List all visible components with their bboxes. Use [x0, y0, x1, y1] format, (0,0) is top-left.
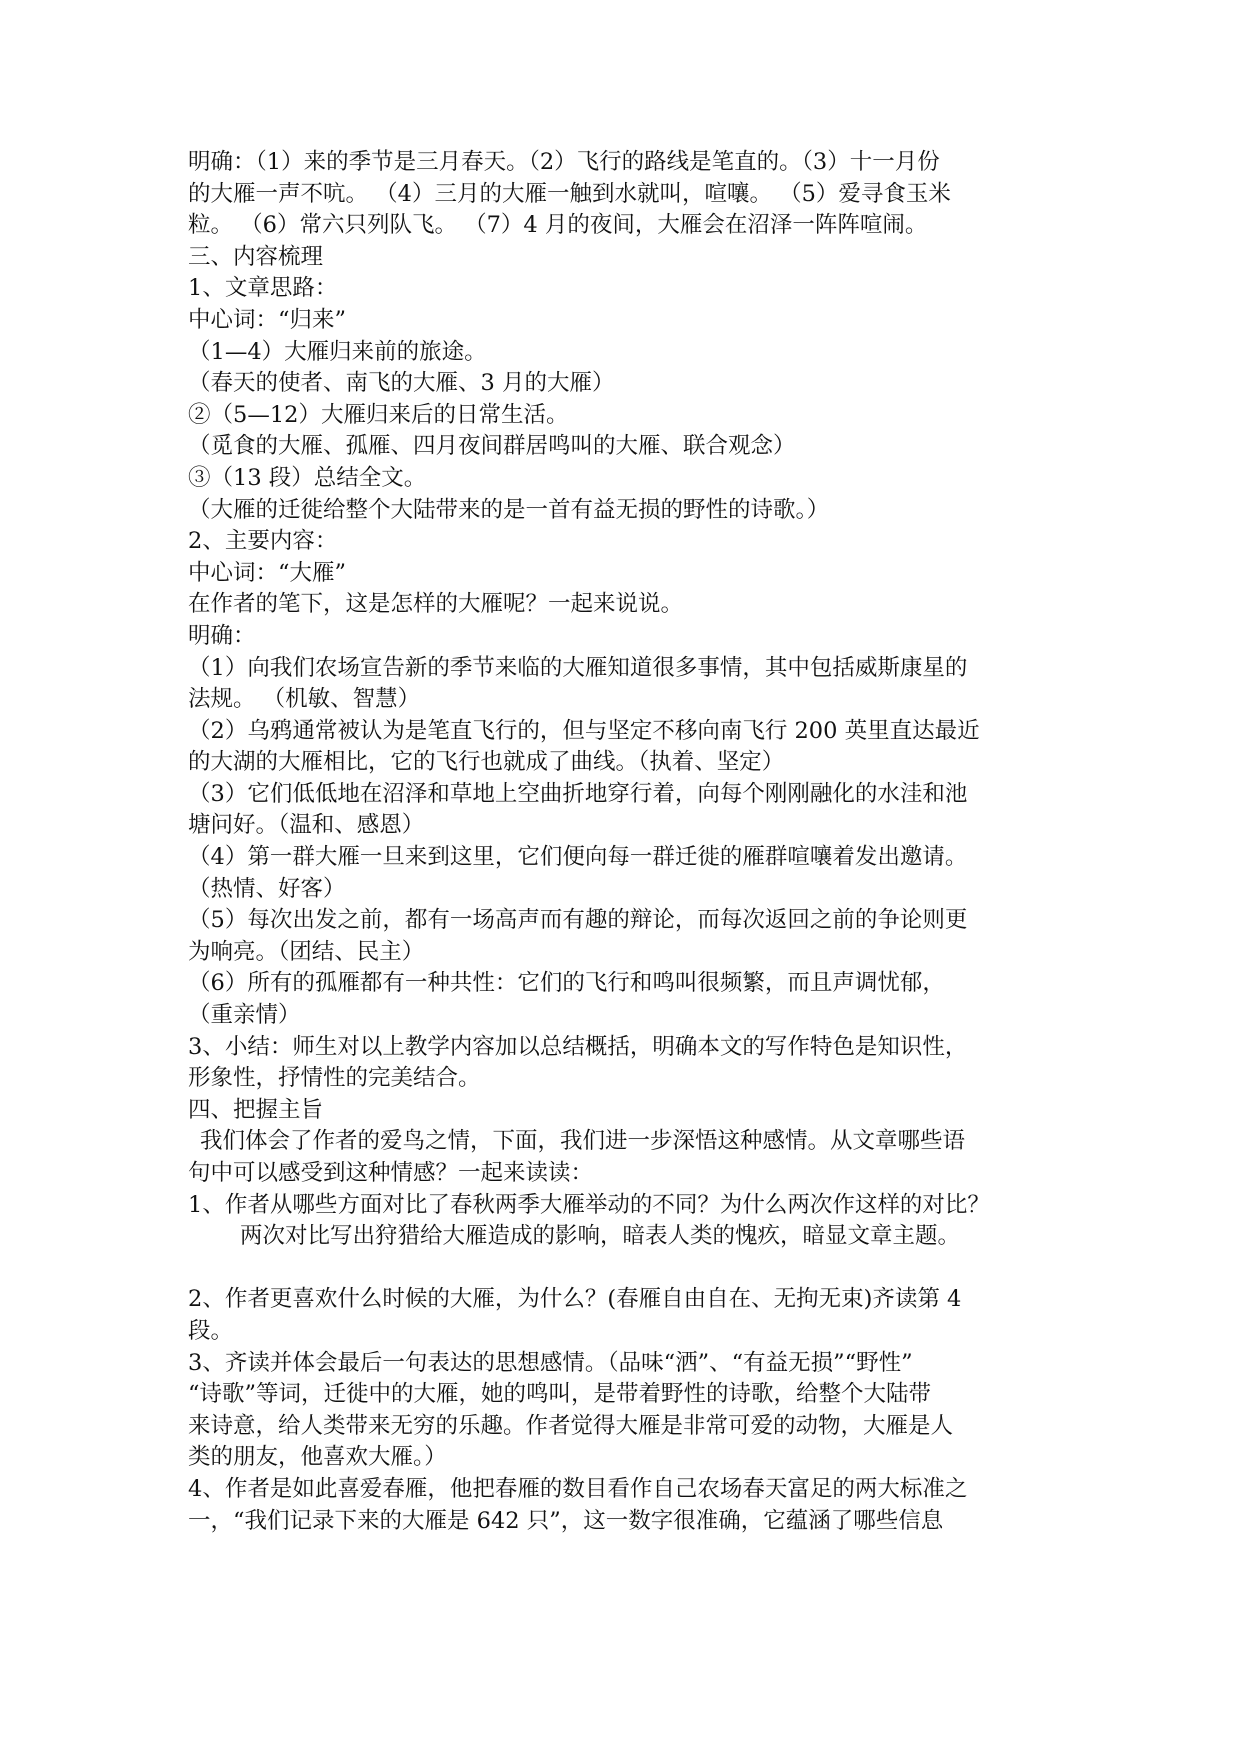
text-line: 法规。 （机敏、智慧）: [188, 686, 421, 713]
text-line: 形象性，抒情性的完美结合。: [188, 1065, 481, 1092]
question-line: 4、作者是如此喜爱春雁，他把春雁的数目看作自己农场春天富足的两大标准之: [188, 1475, 968, 1502]
text-line: 我们体会了作者的爱鸟之情，下面，我们进一步深悟这种感情。从文章哪些语: [200, 1128, 966, 1155]
answer-line: 两次对比写出狩猎给大雁造成的影响，暗表人类的愧疚，暗显文章主题。: [240, 1223, 961, 1250]
section-heading: 三、内容梳理: [188, 243, 324, 270]
question-line: 3、齐读并体会最后一句表达的思想感情。（品味“洒”、“有益无损”“野性”: [188, 1349, 913, 1376]
text-line: “诗歌”等词，迁徙中的大雁，她的鸣叫，是带着野性的诗歌，给整个大陆带: [188, 1381, 932, 1408]
text-line: 句中可以感受到这种情感？一起来读读：: [188, 1160, 594, 1186]
text-line: 明确：: [188, 622, 256, 649]
text-line: 段。: [188, 1317, 234, 1344]
text-line: ③（13 段）总结全文。: [188, 464, 427, 491]
text-line: 来诗意，给人类带来无穷的乐趣。作者觉得大雁是非常可爱的动物，大雁是人: [188, 1412, 954, 1439]
text-line: （5）每次出发之前，都有一场高声而有趣的辩论，而每次返回之前的争论则更: [188, 907, 968, 934]
text-line: （2）乌鸦通常被认为是笔直飞行的，但与坚定不移向南飞行 200 英里直达最近: [188, 717, 980, 744]
question-line: 1、作者从哪些方面对比了春秋两季大雁举动的不同？为什么两次作这样的对比？: [188, 1191, 990, 1218]
text-line: （6）所有的孤雁都有一种共性：它们的飞行和鸣叫很频繁，而且声调忧郁，: [188, 970, 945, 997]
text-line: （1）向我们农场宣告新的季节来临的大雁知道很多事情，其中包括威斯康星的: [188, 654, 968, 681]
text-line: （4）第一群大雁一旦来到这里，它们便向每一群迁徙的雁群喧嚷着发出邀请。: [188, 844, 968, 871]
text-line: 中心词：“归来”: [188, 306, 347, 333]
text-line: 一，“我们记录下来的大雁是 642 只”，这一数字很准确，它蕴涵了哪些信息: [188, 1507, 944, 1534]
text-line: （3）它们低低地在沼泽和草地上空曲折地穿行着，向每个刚刚融化的水洼和池: [188, 780, 968, 807]
text-line: （重亲情）: [188, 1002, 301, 1029]
blank-line: [188, 1253, 1068, 1285]
text-line: （觅食的大雁、孤雁、四月夜间群居鸣叫的大雁、联合观念）: [188, 433, 796, 460]
subsection-heading: 2、主要内容：: [188, 528, 338, 555]
text-line: 塘问好。（温和、感恩）: [188, 812, 425, 839]
text-line: （热情、好客）: [188, 875, 346, 902]
subsection-heading: 3、小结：师生对以上教学内容加以总结概括，明确本文的写作特色是知识性，: [188, 1033, 968, 1060]
text-line: 的大雁一声不吭。 （4）三月的大雁一触到水就叫，喧嚷。 （5）爱寻食玉米: [188, 180, 951, 207]
section-heading: 四、把握主旨: [188, 1096, 324, 1123]
text-line: （春天的使者、南飞的大雁、3 月的大雁）: [188, 370, 615, 397]
text-line: ②（5—12）大雁归来后的日常生活。: [188, 401, 569, 428]
document-page: [188, 147, 1068, 1537]
text-line: 为响亮。（团结、民主）: [188, 938, 425, 965]
text-line: 中心词：“大雁”: [188, 559, 347, 586]
text-line: （大雁的迁徙给整个大陆带来的是一首有益无损的野性的诗歌。）: [188, 496, 830, 523]
text-line: 的大湖的大雁相比，它的飞行也就成了曲线。（执着、坚定）: [188, 749, 785, 776]
question-line: 2、作者更喜欢什么时候的大雁，为什么？(春雁自由自在、无拘无束)齐读第 4: [188, 1286, 962, 1313]
subsection-heading: 1、文章思路：: [188, 275, 338, 302]
text-line: （1—4）大雁归来前的旅途。: [188, 338, 487, 365]
text-line: 在作者的笔下，这是怎样的大雁呢？一起来说说。: [188, 591, 684, 618]
text-line: 类的朋友，他喜欢大雁。）: [188, 1444, 447, 1471]
text-line: 粒。 （6）常六只列队飞。 （7）4 月的夜间，大雁会在沼泽一阵阵喧闹。: [188, 212, 928, 239]
text-line: 明确：（1）来的季节是三月春天。（2）飞行的路线是笔直的。（3）十一月份: [188, 149, 940, 175]
